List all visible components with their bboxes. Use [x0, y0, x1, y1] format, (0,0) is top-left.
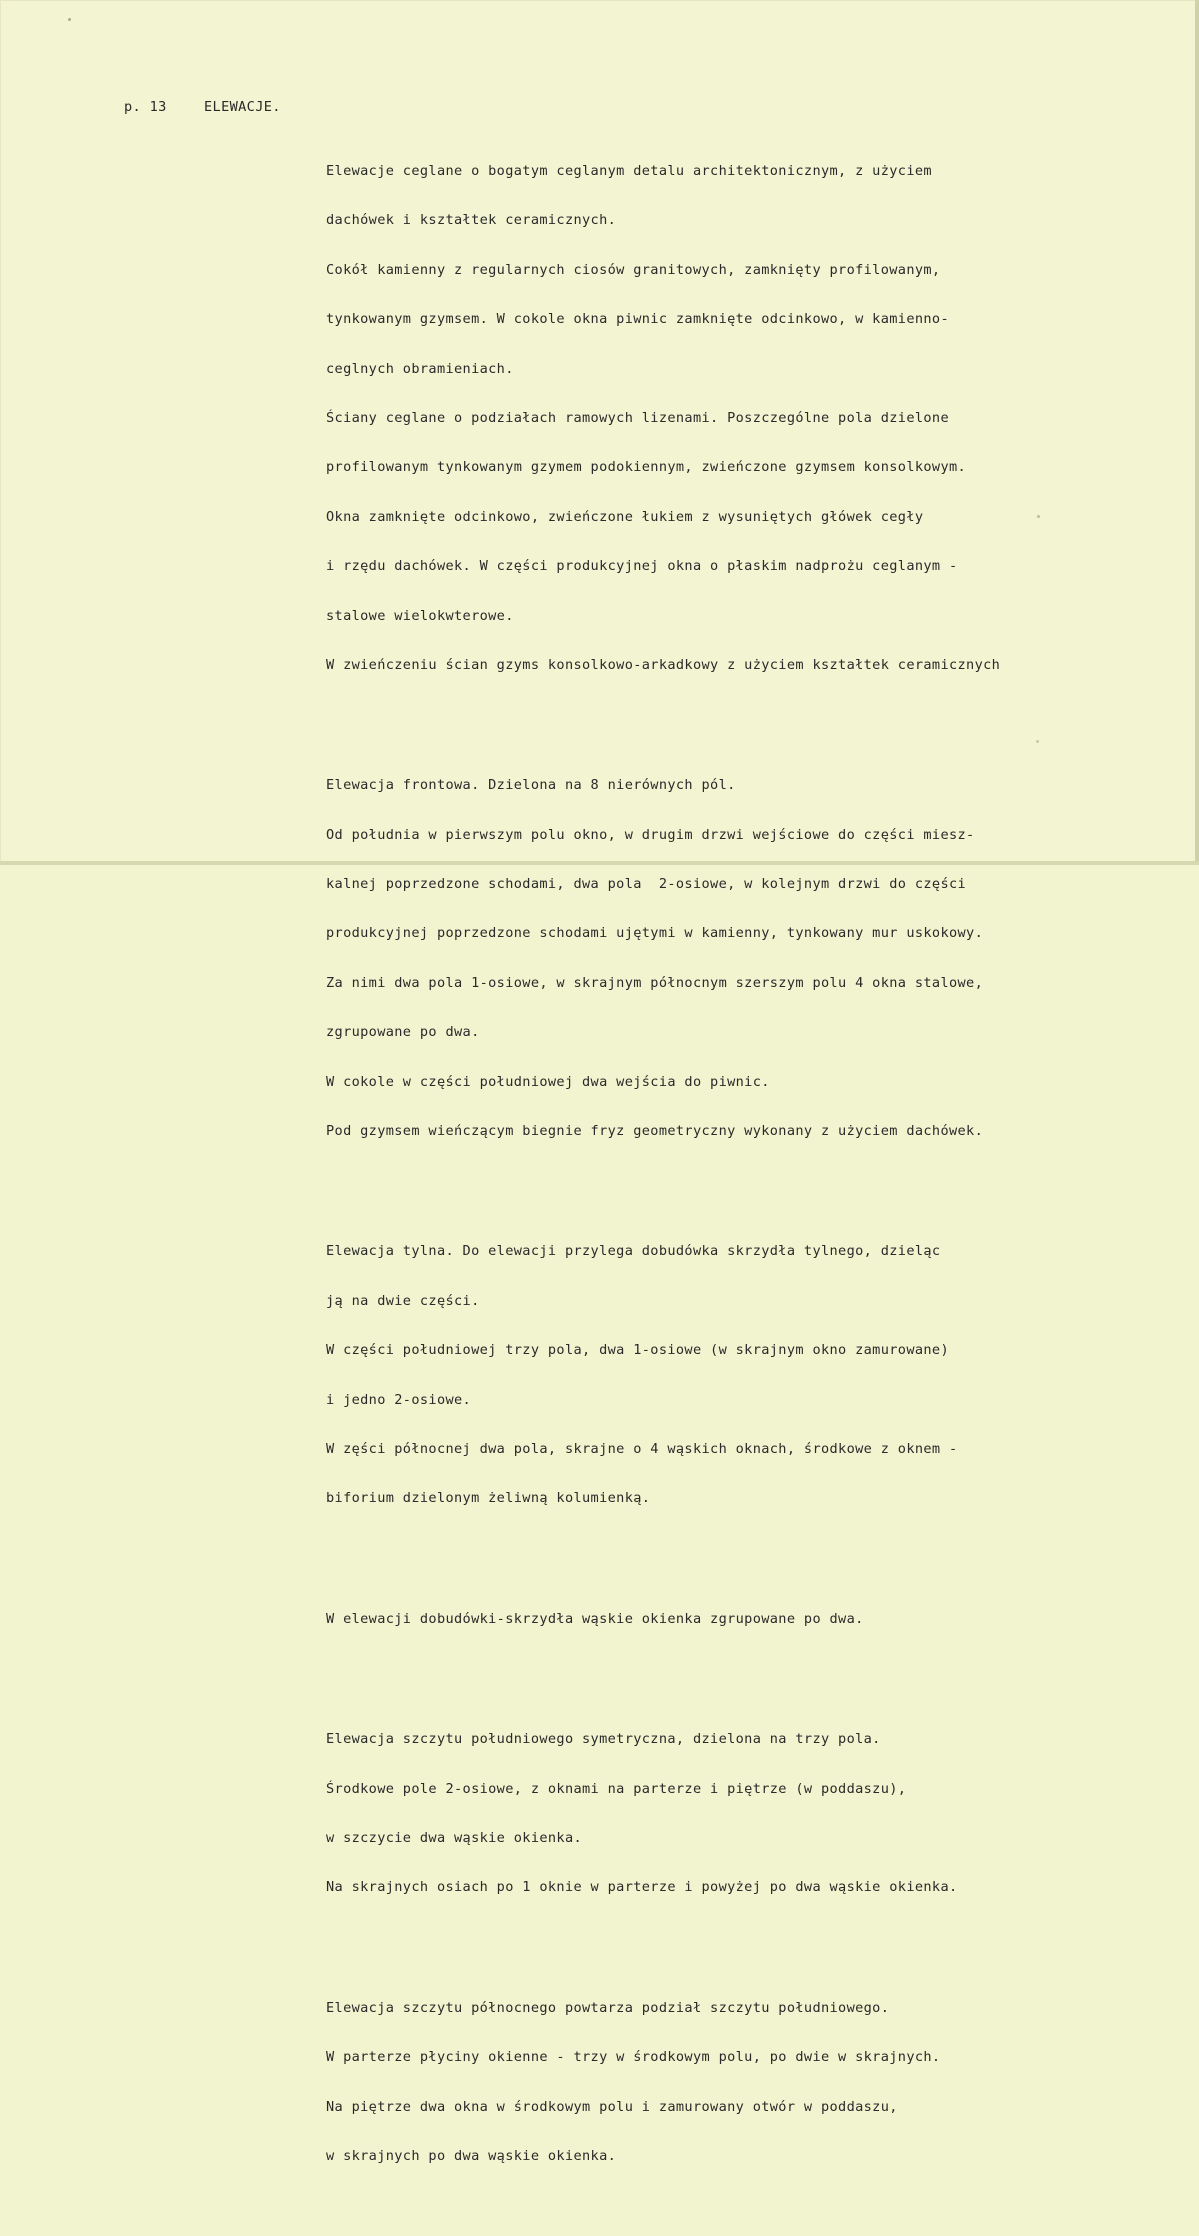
paper-speck [68, 18, 71, 21]
page-reference: p. 13 [124, 99, 167, 115]
text-line: zgrupowane po dwa. [326, 1024, 480, 1041]
text-line: Elewacje ceglane o bogatym ceglanym detalu architektonicznym, z użyciem [326, 163, 932, 179]
text-line: Pod gzymsem wieńczącym biegnie fryz geometryczny wykonany z użyciem dachówek. [326, 1123, 984, 1140]
text-line: Elewacja szczytu północnego powtarza podział szczytu południowego. [326, 1999, 890, 2016]
text-line: i jedno 2-osiowe. [326, 1391, 472, 1408]
text-line: Na skrajnych osiach po 1 oknie w parterze i powyżej po dwa wąskie okienka. [326, 1879, 958, 1896]
paragraph-rear-elevation [326, 1211, 1166, 1539]
text-line: w skrajnych po dwa wąskie okienka. [326, 2147, 617, 2164]
paragraph-front-elevation [326, 745, 1166, 1172]
text-line: w szczycie dwa wąskie okienka. [326, 1829, 583, 1846]
text-line: W części południowej trzy pola, dwa 1-osiowe (w skrajnym okno zamurowane) [326, 1342, 949, 1359]
text-line: Elewacja szczytu południowego symetryczna, dzielona na trzy pola. [326, 1731, 881, 1748]
text-line: produkcyjnej poprzedzone schodami ujętymi w kamienny, tynkowany mur uskokowy. [326, 925, 984, 942]
paragraph-annex-elevation [326, 1579, 1166, 1660]
text-line: dachówek i kształtek ceramicznych. [326, 212, 617, 229]
paragraph-general [326, 131, 1166, 706]
text-line: Okna zamknięte odcinkowo, zwieńczone łukiem z wysuniętych główek cegły [326, 508, 924, 525]
text-line: W zwieńczeniu ścian gzyms konsolkowo-arkadkowy z użyciem kształtek ceramicznych [326, 656, 1001, 673]
paragraph-south-gable [326, 1699, 1166, 1929]
paragraph-north-gable [326, 1968, 1166, 2198]
text-line: W parterze płyciny okienne - trzy w środkowym polu, po dwie w skrajnych. [326, 2049, 941, 2066]
section-title: ELEWACJE. [204, 99, 281, 115]
text-line: Elewacja tylna. Do elewacji przylega dobudówka skrzydła tylnego, dzieląc [326, 1243, 941, 1260]
text-line: profilowanym tynkowanym gzymem podokiennym, zwieńczone gzymsem konsolkowym. [326, 459, 967, 476]
text-line: stalowe wielokwterowe. [326, 607, 514, 624]
text-line: Elewacja frontowa. Dzielona na 8 nierównych pól. [326, 777, 736, 794]
text-line: ceglnych obramieniach. [326, 360, 514, 377]
text-line: biforium dzielonym żeliwną kolumienką. [326, 1490, 651, 1507]
text-line: W cokole w części południowej dwa wejścia do piwnic. [326, 1073, 770, 1090]
text-line: Na piętrze dwa okna w środkowym polu i zamurowany otwór w poddaszu, [326, 2098, 898, 2115]
text-line: Za nimi dwa pola 1-osiowe, w skrajnym północnym szerszym polu 4 okna stalowe, [326, 974, 984, 991]
text-line: W elewacji dobudówki-skrzydła wąskie okienka zgrupowane po dwa. [326, 1610, 864, 1627]
body-text [326, 99, 1166, 2236]
text-line: ją na dwie części. [326, 1292, 480, 1309]
text-line: W zęści północnej dwa pola, skrajne o 4 wąskich oknach, środkowe z oknem - [326, 1440, 958, 1457]
text-line: Od południa w pierwszym polu okno, w drugim drzwi wejściowe do części miesz- [326, 826, 975, 843]
text-line: Cokół kamienny z regularnych ciosów granitowych, zamknięty profilowanym, [326, 261, 941, 278]
text-line: i rzędu dachówek. W części produkcyjnej okna o płaskim nadprożu ceglanym - [326, 558, 958, 575]
text-line: Środkowe pole 2-osiowe, z oknami na parterze i piętrze (w poddaszu), [326, 1780, 907, 1797]
text-line: kalnej poprzedzone schodami, dwa pola 2-osiowe, w kolejnym drzwi do części [326, 876, 967, 893]
page-edge-right [1195, 0, 1199, 865]
text-line: tynkowanym gzymsem. W cokole okna piwnic zamknięte odcinkowo, w kamienno- [326, 311, 949, 328]
text-line: Ściany ceglane o podziałach ramowych lizenami. Poszczególne pola dzielone [326, 409, 949, 426]
